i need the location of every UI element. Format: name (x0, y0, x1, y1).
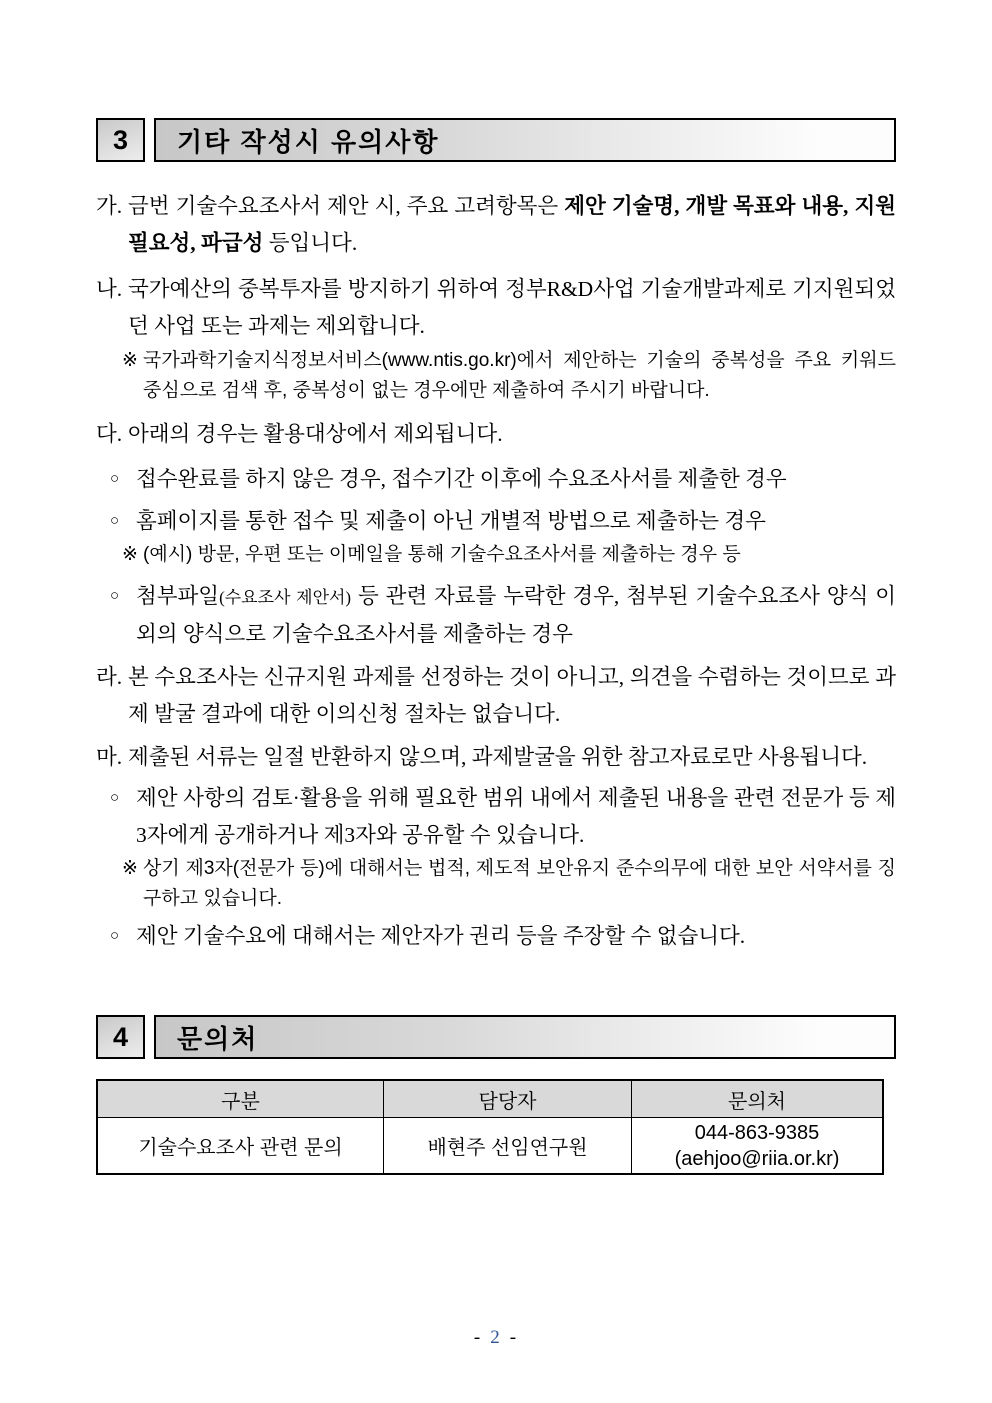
contact-info-cell (632, 1118, 884, 1175)
section4-header (96, 1015, 896, 1059)
contact-table-head (97, 1080, 883, 1118)
item-ga-pre: 금번 기술수요조사서 제안 시, 주요 고려항목은 (128, 194, 565, 218)
section3-title: 기타 작성시 유의사항 (154, 118, 896, 162)
note-na-text: 국가과학기술지식정보서비스(www.ntis.go.kr)에서 제안하는 기술의 중복성을 주요 키워드 중심으로 검색 후, 중복성이 없는 경우에만 제출하여 주시기 바랍니다. (143, 350, 896, 401)
bullet-da-3-small: (수요조사 제안서) (219, 588, 352, 607)
note-da (96, 540, 896, 570)
bullet-da-3-pre: 첨부파일 (136, 584, 220, 608)
bullet-da-2-text: 홈페이지를 통한 접수 및 제출이 아닌 개별적 방법으로 제출하는 경우 (136, 509, 766, 533)
bullet-ma-2 (96, 918, 896, 955)
note-ma (96, 854, 896, 914)
section4-title: 문의처 (154, 1015, 896, 1059)
contact-table-header-person: 담당자 (384, 1080, 632, 1118)
bullet-ma-1-text: 제안 사항의 검토·활용을 위해 필요한 범위 내에서 제출된 내용을 관련 전문가 등 제3자에게 공개하거나 제3자와 공유할 수 있습니다. (136, 786, 896, 847)
bullet-da-3-post: 등 관련 자료를 누락한 경우, 첨부된 기술수요조사 양식 이외의 양식으로 기술수요조사서를 제출하는 경우 (136, 584, 896, 646)
contact-category-cell: 기술수요조사 관련 문의 (97, 1118, 384, 1175)
item-ga (96, 188, 896, 262)
contact-person-cell: 배현주 선임연구원 (384, 1118, 632, 1175)
section3-header (96, 118, 896, 162)
bullet-ma-2-text: 제안 기술수요에 대해서는 제안자가 권리 등을 주장할 수 없습니다. (136, 924, 746, 948)
note-da-text: (예시) 방문, 우편 또는 이메일을 통해 기술수요조사서를 제출하는 경우 등 (143, 544, 741, 565)
document-content (96, 118, 896, 1175)
item-da-label: 다. (96, 422, 123, 446)
note-na (96, 346, 896, 406)
bullet-da-3 (96, 578, 896, 653)
item-ma-label: 마. (96, 745, 123, 769)
item-da-text: 아래의 경우는 활용대상에서 제외됩니다. (128, 422, 503, 446)
bullet-ma-1 (96, 780, 896, 854)
item-ma (96, 739, 896, 776)
item-da (96, 416, 896, 453)
reference-mark-icon: ※ (122, 350, 138, 371)
page-number-dash-left: - (473, 1327, 483, 1348)
item-ga-text (128, 188, 896, 262)
bullet-da-3-text (136, 578, 896, 653)
bullet-da-1-text: 접수완료를 하지 않은 경우, 접수기간 이후에 수요조사서를 제출한 경우 (136, 467, 787, 491)
item-na-label: 나. (96, 277, 123, 301)
item-ga-bold: 제안 기술명, 개발 목표와 내용, 지원 필요성, 파급성 (128, 194, 896, 255)
item-ga-label: 가. (96, 194, 123, 218)
item-na (96, 271, 896, 345)
contact-phone: 044-863-9385 (694, 1121, 820, 1144)
contact-table-row (97, 1118, 883, 1175)
item-ma-text: 제출된 서류는 일절 반환하지 않으며, 과제발굴을 위한 참고자료로만 사용됩니다. (128, 745, 868, 769)
section4-number-box: 4 (96, 1015, 145, 1059)
circle-bullet-icon: ○ (110, 928, 120, 944)
contact-table (96, 1079, 884, 1175)
contact-table-header-category: 구분 (97, 1080, 384, 1118)
item-ra (96, 659, 896, 733)
circle-bullet-icon: ○ (110, 790, 120, 806)
reference-mark-icon: ※ (122, 858, 138, 879)
page-number (0, 1327, 992, 1349)
bullet-da-2 (96, 503, 896, 540)
circle-bullet-icon: ○ (110, 588, 120, 604)
contact-table-body (97, 1118, 883, 1175)
contact-table-header-row (97, 1080, 883, 1118)
item-ra-text: 본 수요조사는 신규지원 과제를 선정하는 것이 아니고, 의견을 수렴하는 것이므로 과제 발굴 결과에 대한 이의신청 절차는 없습니다. (128, 665, 896, 726)
contact-table-header-contact: 문의처 (632, 1080, 884, 1118)
contact-email: (aehjoo@riia.or.kr) (674, 1147, 840, 1170)
section3-number-box: 3 (96, 118, 145, 162)
item-na-text: 국가예산의 중복투자를 방지하기 위하여 정부R&D사업 기술개발과제로 기지원되었던 사업 또는 과제는 제외합니다. (128, 277, 896, 338)
bullet-da-1 (96, 461, 896, 498)
circle-bullet-icon: ○ (110, 471, 120, 487)
item-ga-post: 등입니다. (263, 231, 358, 255)
circle-bullet-icon: ○ (110, 513, 120, 529)
note-ma-text: 상기 제3자(전문가 등)에 대해서는 법적, 제도적 보안유지 준수의무에 대한 보안 서약서를 징구하고 있습니다. (143, 858, 896, 909)
item-ra-label: 라. (96, 665, 123, 689)
page-number-dash-right: - (509, 1327, 519, 1348)
page-number-value: 2 (490, 1327, 502, 1348)
reference-mark-icon: ※ (122, 544, 138, 565)
